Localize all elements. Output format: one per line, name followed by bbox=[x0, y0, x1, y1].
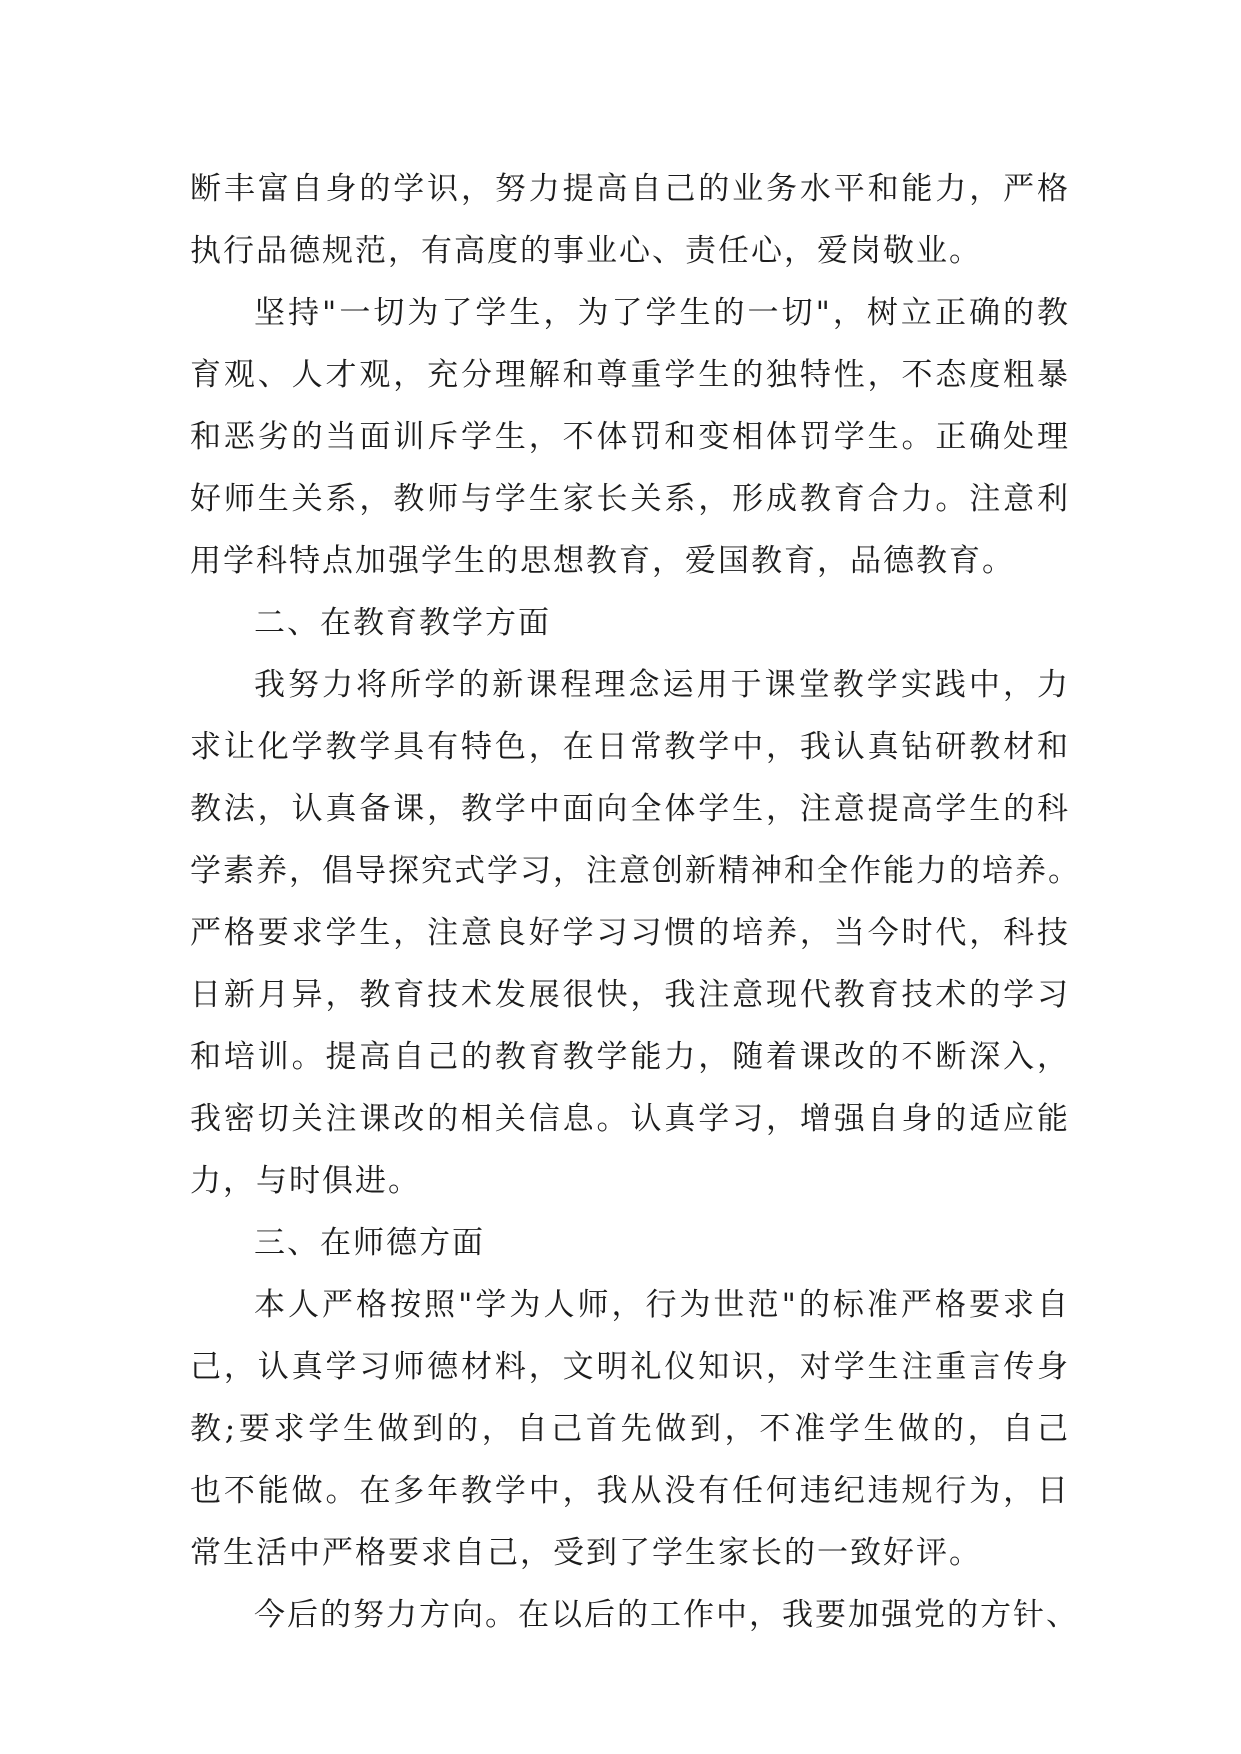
text-line: 育观、人才观，充分理解和尊重学生的独特性，不态度粗暴 bbox=[190, 357, 1070, 393]
text-line: 执行品德规范，有高度的事业心、责任心，爱岗敬业。 bbox=[190, 233, 982, 269]
document-body bbox=[190, 158, 1081, 1646]
paragraph-start-line: 我努力将所学的新课程理念运用于课堂教学实践中，力 bbox=[254, 667, 1070, 703]
text-line: 教法，认真备课，教学中面向全体学生，注意提高学生的科 bbox=[190, 791, 1070, 827]
text-line: 己，认真学习师德材料，文明礼仪知识，对学生注重言传身 bbox=[190, 1349, 1070, 1385]
section-heading: 三、在师德方面 bbox=[254, 1225, 485, 1261]
text-line: 我密切关注课改的相关信息。认真学习，增强自身的适应能 bbox=[190, 1101, 1070, 1137]
text-line: 学素养，倡导探究式学习，注意创新精神和全作能力的培养。 bbox=[190, 853, 1081, 889]
text-line: 和恶劣的当面训斥学生，不体罚和变相体罚学生。正确处理 bbox=[190, 419, 1070, 455]
text-line: 也不能做。在多年教学中，我从没有任何违纪违规行为，日 bbox=[190, 1473, 1070, 1509]
paragraph-start-line: 今后的努力方向。在以后的工作中，我要加强党的方针、 bbox=[254, 1597, 1079, 1633]
text-line: 断丰富自身的学识，努力提高自己的业务水平和能力，严格 bbox=[190, 171, 1070, 207]
text-line: 教;要求学生做到的，自己首先做到，不准学生做的，自己 bbox=[190, 1411, 1070, 1447]
text-line: 严格要求学生，注意良好学习习惯的培养，当今时代，科技 bbox=[190, 915, 1070, 951]
paragraph-start-line: 本人严格按照"学为人师，行为世范"的标准严格要求自 bbox=[254, 1287, 1070, 1323]
text-line: 常生活中严格要求自己，受到了学生家长的一致好评。 bbox=[190, 1535, 982, 1571]
text-line: 力，与时俱进。 bbox=[190, 1163, 421, 1199]
section-heading: 二、在教育教学方面 bbox=[254, 605, 551, 641]
text-line: 和培训。提高自己的教育教学能力，随着课改的不断深入， bbox=[190, 1039, 1070, 1075]
text-line: 日新月异，教育技术发展很快，我注意现代教育技术的学习 bbox=[190, 977, 1070, 1013]
paragraph-start-line: 坚持"一切为了学生，为了学生的一切"，树立正确的教 bbox=[254, 295, 1070, 331]
text-line: 用学科特点加强学生的思想教育，爱国教育，品德教育。 bbox=[190, 543, 1015, 579]
text-line: 好师生关系，教师与学生家长关系，形成教育合力。注意利 bbox=[190, 481, 1070, 517]
text-line: 求让化学教学具有特色，在日常教学中，我认真钻研教材和 bbox=[190, 729, 1070, 765]
